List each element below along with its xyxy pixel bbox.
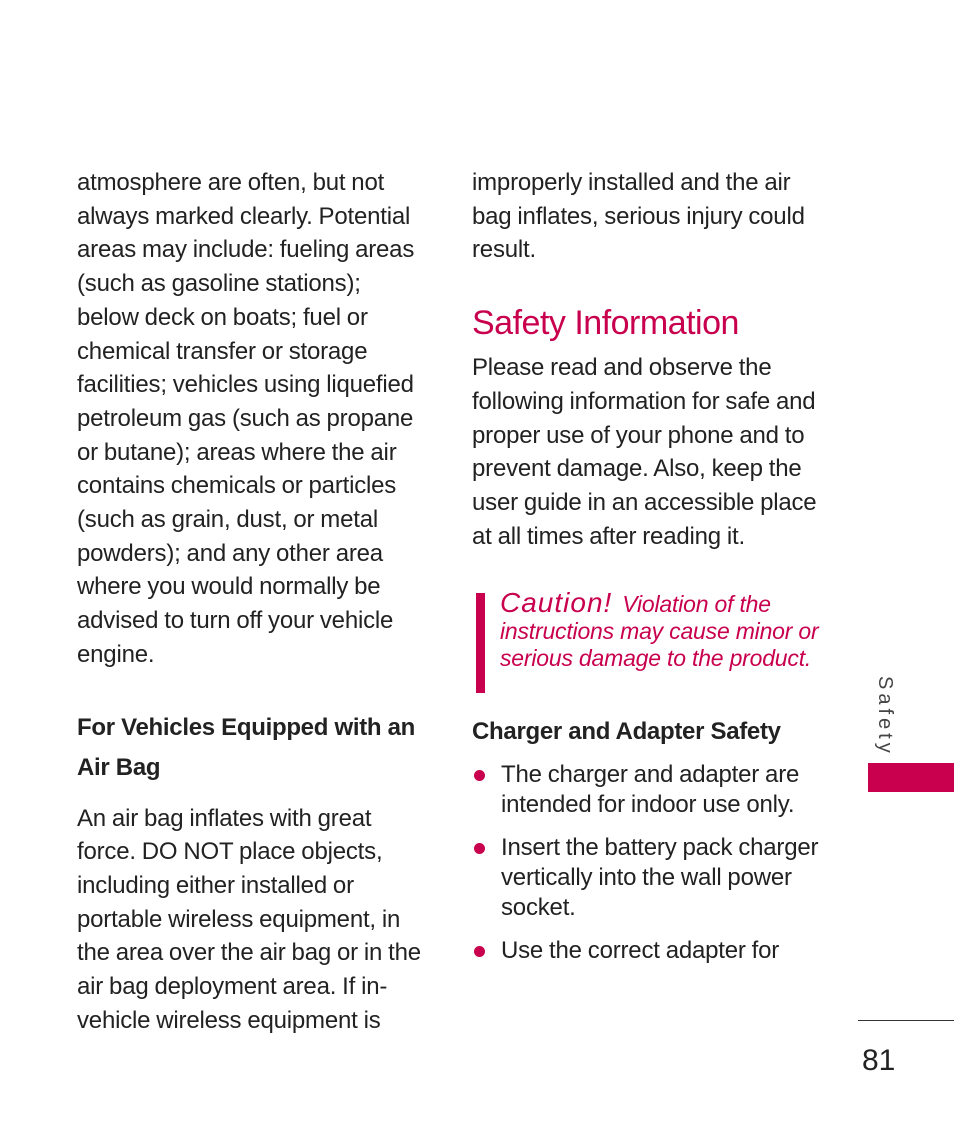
caution-label: Caution! (500, 587, 613, 619)
caution-callout (472, 589, 822, 672)
page-divider (858, 1020, 954, 1021)
bullet-icon (474, 770, 485, 781)
bullet-list (472, 760, 822, 966)
bullet-icon (474, 843, 485, 854)
left-subheading: For Vehicles Equipped with an Air Bag (77, 713, 416, 781)
list-item-text: Insert the battery pack charger vertically into the wall power socket. (501, 834, 819, 922)
list-item (472, 760, 822, 820)
list-item (472, 833, 822, 923)
left-paragraph-2: An air bag inflates with great force. DO NOT place objects, including either installed or portable wireless equipment, in the area over the air bag or in the air bag deployment area. If in-vehicle wireless equipment is (77, 804, 421, 1034)
right-column (472, 166, 822, 966)
side-section-label: Safety (874, 676, 896, 757)
list-item-text: Use the correct adapter for (501, 937, 780, 965)
section-heading: Safety Information (472, 304, 739, 343)
left-column (77, 166, 422, 1037)
right-paragraph-1: improperly installed and the air bag inflates, serious injury could result. (472, 169, 805, 264)
side-section-tab (868, 763, 954, 792)
right-paragraph-2: Please read and observe the following information for safe and proper use of your phone and to prevent damage. Also, keep the user guide in an accessible place at all times after reading it. (472, 354, 817, 550)
list-item-text: The charger and adapter are intended for indoor use only. (501, 761, 800, 819)
caution-text (500, 589, 822, 672)
caution-bar (476, 593, 485, 693)
page-number: 81 (862, 1044, 896, 1077)
right-subheading: Charger and Adapter Safety (472, 718, 781, 746)
list-item (472, 936, 822, 966)
caution-body: Violation of the instructions may cause minor or serious damage to the product. (500, 591, 819, 672)
bullet-icon (474, 946, 485, 957)
left-paragraph-1: atmosphere are often, but not always marked clearly. Potential areas may include: fueling areas (such as gasoline stations); below deck on boats; fuel or chemical transfer or storage facilities; vehicles using liquefied petroleum gas (such as propane or butane); areas where the air contains chemicals or particles (such as grain, dust, or metal powders); and any other area where you would normally be advised to turn off your vehicle engine. (77, 169, 415, 668)
